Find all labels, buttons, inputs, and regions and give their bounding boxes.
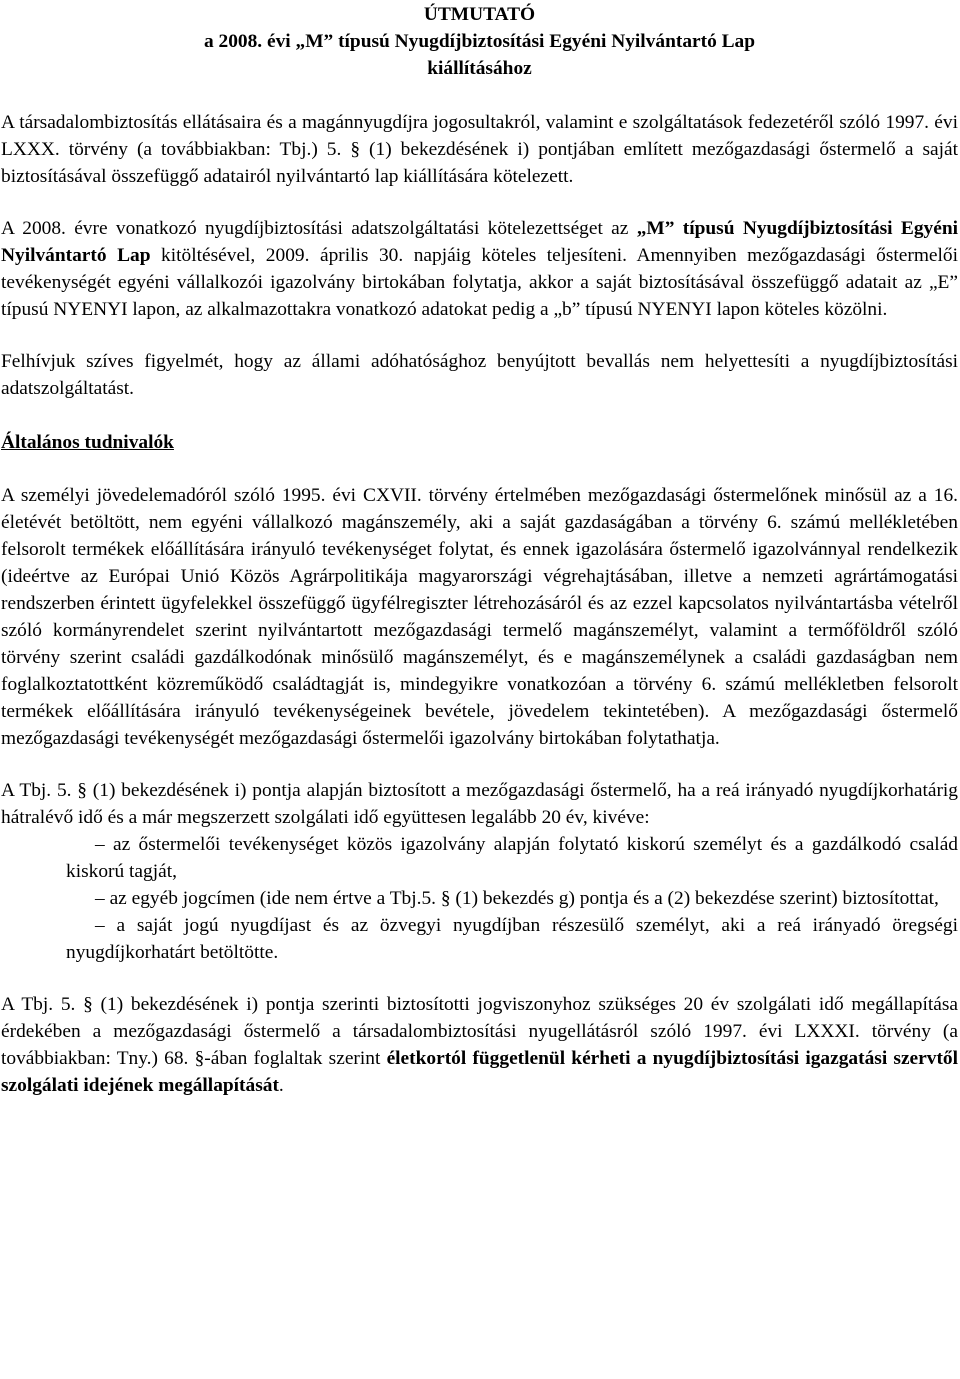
paragraph-service-time-bold: életkortól függetlenül kérheti a nyugdíjbiztosítási igazgatási szervtől szolgálati idejének megállapítását: [1, 1048, 958, 1096]
paragraph-obligation-text-b: kitöltésével, 2009. április 30. napjáig köteles teljesíteni. Amennyiben mezőgazdasági őstermelői tevékenységét egyéni vállalkozói igazolvány birtokában folytatja, akkor a saját biztosításával összefüggő adatait az „E” típusú NYENYI lapon, az alkalmazottakra vonatkozó adatokat pedig a „b” típusú NYENYI lapon köteles közölni.: [1, 245, 958, 320]
title-line-2: a 2008. évi „M” típusú Nyugdíjbiztosítási Egyéni Nyilvántartó Lap: [203, 31, 756, 52]
list-item: [1, 885, 958, 912]
document-body: [1, 0, 958, 1099]
paragraph-eligibility: A Tbj. 5. § (1) bekezdésének i) pontja alapján biztosított a mezőgazdasági őstermelő, ha a reá irányadó nyugdíjkorhatárig hátralévő idő és a már megszerzett szolgálati idő együttesen legalább 20 év, kivéve:: [1, 780, 958, 828]
list-dash: –: [95, 888, 105, 909]
paragraph-obligation-bold: „M” típusú Nyugdíjbiztosítási Egyéni Nyilvántartó Lap: [1, 218, 958, 266]
title-line-1: ÚTMUTATÓ: [423, 4, 536, 25]
paragraph-service-time-text-b: .: [278, 1075, 284, 1096]
list-item: [1, 912, 958, 966]
title-line-3: kiállításához: [427, 58, 532, 79]
list-item-text: a saját jogú nyugdíjast és az özvegyi nyugdíjban részesülő személyt, aki a reá irányadó öregségi nyugdíjkorhatárt betöltötte.: [66, 915, 958, 963]
paragraph-service-time: [1, 991, 958, 1099]
paragraph-service-time-text-a: A Tbj. 5. § (1) bekezdésének i) pontja szerinti biztosítotti jogviszonyhoz szükséges 20 év szolgálati idő megállapítása érdekében a mezőgazdasági őstermelő a társadalombiztosítási nyugellátásról szóló 1997. évi LXXXI. törvény (a továbbiakban: Tny.) 68. §-ában foglaltak szerint: [1, 994, 958, 1069]
exception-list: [1, 831, 958, 966]
list-dash: –: [95, 834, 105, 855]
section-heading: Általános tudnivalók: [1, 432, 174, 453]
paragraph-obligation: [1, 215, 958, 323]
document-title: [1, 1, 958, 82]
list-item: [1, 831, 958, 885]
list-item-text: az őstermelői tevékenységet közös igazolvány alapján folytató kiskorú személyt és a gazdálkodó család kiskorú tagját,: [66, 834, 958, 882]
list-dash: –: [95, 915, 105, 936]
paragraph-notice: Felhívjuk szíves figyelmét, hogy az állami adóhatósághoz benyújtott bevallás nem helyettesíti a nyugdíjbiztosítási adatszolgáltatást.: [1, 351, 958, 399]
paragraph-definition: A személyi jövedelemadóról szóló 1995. évi CXVII. törvény értelmében mezőgazdasági őstermelőnek minősül az a 16. életévét betöltött, nem egyéni vállalkozó magánszemély, aki a saját gazdaságában a törvény 6. számú mellékletében felsorolt termékek előállítására irányuló tevékenységet folytat, és ennek igazolására őstermelő igazolvánnyal rendelkezik (ideértve az Európai Unió Közös Agrárpolitikája magyarországi végrehajtásában, illetve a nemzeti agrártámogatási rendszerben érintett ügyfelekkel összefüggő ügyfélregiszter létrehozásáról és az ezzel kapcsolatos nyilvántartásba vételről szóló kormányrendelet szerint nyilvántartott mezőgazdasági termelő magánszemélyt, valamint a termőföldről szóló törvény szerint családi gazdálkodónak minősülő magánszemélyt, és e magánszemélynek a családi gazdaságban nem foglalkoztatottként közreműködő családtagját is, mindegyikre vonatkozóan a törvény 6. számú mellékletben felsorolt termékek előállítására irányuló tevékenységeinek bevétele, jövedelem tekintetében). A mezőgazdasági őstermelő mezőgazdasági tevékenységét mezőgazdasági őstermelői igazolvány birtokában folytathatja.: [1, 485, 958, 749]
paragraph-obligation-text-a: A 2008. évre vonatkozó nyugdíjbiztosítási adatszolgáltatási kötelezettséget az: [1, 218, 637, 239]
paragraph-intro: A társadalombiztosítás ellátásaira és a magánnyugdíjra jogosultakról, valamint e szolgáltatások fedezetéről szóló 1997. évi LXXX. törvény (a továbbiakban: Tbj.) 5. § (1) bekezdésének i) pontjában említett mezőgazdasági őstermelő a saját biztosításával összefüggő adatairól nyilvántartó lap kiállítására kötelezett.: [1, 112, 958, 187]
list-item-text: az egyéb jogcímen (ide nem értve a Tbj.5. § (1) bekezdés g) pontja és a (2) bekezdése szerint) biztosítottat,: [109, 888, 939, 909]
